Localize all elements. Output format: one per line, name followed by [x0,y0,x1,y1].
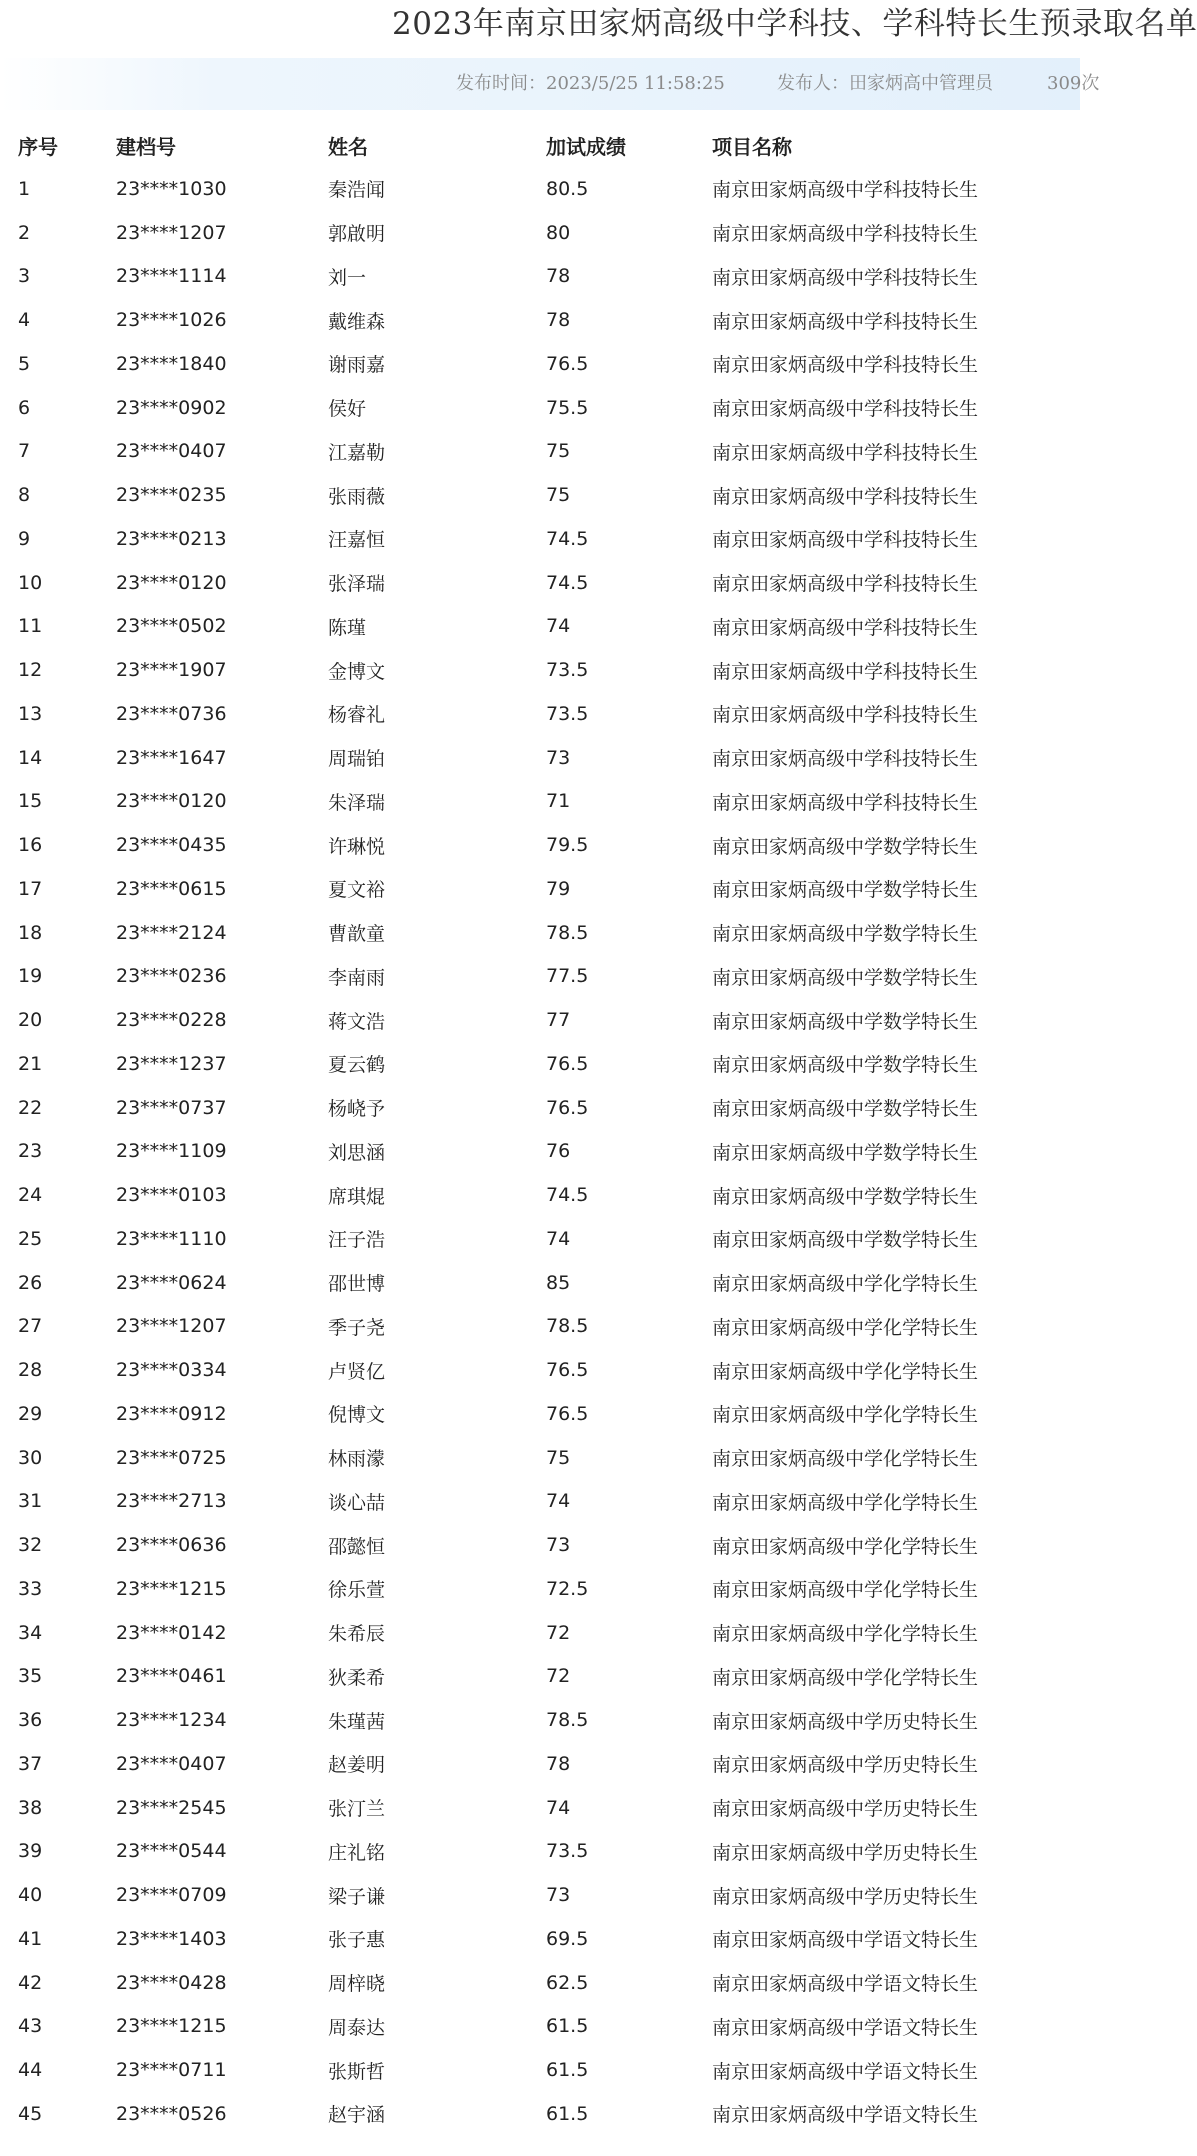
cell-score: 76.5 [546,352,589,375]
table-row [0,561,1080,605]
cell-score: 72 [546,1621,571,1644]
cell-score: 79 [546,877,571,900]
cell-name: 朱泽瑞 [328,791,386,814]
cell-file-id: 23****1026 [116,309,227,332]
cell-file-id: 23****0711 [116,2059,227,2082]
cell-name: 郭啟明 [328,223,386,246]
cell-serial-number: 9 [18,527,31,550]
cell-score: 76.5 [546,1096,589,1119]
cell-score: 71 [546,790,571,813]
cell-file-id: 23****0435 [116,834,227,857]
table-row [0,473,1080,517]
cell-name: 张汀兰 [328,1798,386,1821]
table-row [0,1173,1080,1217]
header-score: 加试成绩 [546,134,626,159]
header-name: 姓名 [328,134,368,159]
cell-project: 南京田家炳高级中学化学特长生 [712,1404,979,1427]
table-row [0,692,1080,736]
cell-name: 卢贤亿 [328,1360,386,1383]
cell-file-id: 23****0142 [116,1621,227,1644]
cell-serial-number: 39 [18,1840,43,1863]
header-serial-number: 序号 [18,134,58,159]
cell-name: 张泽瑞 [328,573,386,596]
cell-project: 南京田家炳高级中学科技特长生 [712,704,979,727]
table-row [0,1873,1080,1917]
publish-time: 发布时间：2023/5/25 11:58:25 [456,73,725,94]
cell-file-id: 23****1110 [116,1227,227,1250]
cell-project: 南京田家炳高级中学化学特长生 [712,1448,979,1471]
cell-project: 南京田家炳高级中学语文特长生 [712,1929,979,1952]
table-row [0,1348,1080,1392]
cell-serial-number: 32 [18,1534,43,1557]
table-row [0,605,1080,649]
table-row [0,1655,1080,1699]
cell-score: 72 [546,1665,571,1688]
cell-serial-number: 43 [18,2015,43,2038]
cell-file-id: 23****0235 [116,484,227,507]
cell-score: 73 [546,746,571,769]
table-row [0,517,1080,561]
cell-serial-number: 10 [18,571,43,594]
table-row [0,823,1080,867]
cell-name: 张雨薇 [328,485,386,508]
cell-name: 李南雨 [328,966,386,989]
cell-file-id: 23****0736 [116,702,227,725]
cell-name: 徐乐萱 [328,1579,386,1602]
cell-serial-number: 40 [18,1884,43,1907]
cell-file-id: 23****0334 [116,1359,227,1382]
table-row [0,955,1080,999]
cell-serial-number: 27 [18,1315,43,1338]
cell-score: 78 [546,265,571,288]
cell-file-id: 23****0737 [116,1096,227,1119]
cell-score: 74 [546,615,571,638]
cell-score: 73.5 [546,702,589,725]
cell-serial-number: 8 [18,484,31,507]
cell-serial-number: 17 [18,877,43,900]
cell-file-id: 23****1207 [116,221,227,244]
cell-serial-number: 45 [18,2102,43,2125]
table-row [0,1042,1080,1086]
cell-name: 周梓晓 [328,1973,386,1996]
table-row [0,736,1080,780]
cell-project: 南京田家炳高级中学数学特长生 [712,966,979,989]
cell-project: 南京田家炳高级中学科技特长生 [712,573,979,596]
cell-name: 杨峣予 [328,1098,386,1121]
cell-name: 邵世博 [328,1273,386,1296]
cell-file-id: 23****0902 [116,396,227,419]
cell-file-id: 23****0120 [116,790,227,813]
table-row [0,1786,1080,1830]
cell-score: 61.5 [546,2015,589,2038]
cell-score: 75 [546,440,571,463]
cell-file-id: 23****0428 [116,1971,227,1994]
table-row [0,1611,1080,1655]
cell-project: 南京田家炳高级中学数学特长生 [712,1141,979,1164]
cell-serial-number: 44 [18,2059,43,2082]
cell-score: 76 [546,1140,571,1163]
cell-name: 季子尧 [328,1316,386,1339]
table-row [0,1086,1080,1130]
cell-name: 谈心喆 [328,1491,386,1514]
cell-name: 秦浩闻 [328,179,386,202]
table-row [0,430,1080,474]
header-project: 项目名称 [712,134,792,159]
cell-score: 69.5 [546,1927,589,1950]
table-row [0,1961,1080,2005]
table-body [0,167,1080,2136]
cell-file-id: 23****0912 [116,1402,227,1425]
table-header [0,123,1080,167]
cell-project: 南京田家炳高级中学数学特长生 [712,879,979,902]
cell-score: 74 [546,1796,571,1819]
cell-serial-number: 21 [18,1052,43,1075]
page-title-text: 2023年南京田家炳高级中学科技、学科特长生预录取名单 [392,6,1197,42]
cell-name: 邵懿恒 [328,1535,386,1558]
cell-project: 南京田家炳高级中学数学特长生 [712,1098,979,1121]
cell-project: 南京田家炳高级中学科技特长生 [712,529,979,552]
cell-name: 汪嘉恒 [328,529,386,552]
cell-serial-number: 7 [18,440,31,463]
cell-file-id: 23****1237 [116,1052,227,1075]
admission-results-table [0,123,1080,2136]
table-row [0,1830,1080,1874]
cell-score: 76.5 [546,1402,589,1425]
cell-score: 73 [546,1534,571,1557]
cell-project: 南京田家炳高级中学历史特长生 [712,1710,979,1733]
cell-project: 南京田家炳高级中学化学特长生 [712,1273,979,1296]
cell-serial-number: 25 [18,1227,43,1250]
cell-name: 周泰达 [328,2016,386,2039]
table-row [0,211,1080,255]
table-row [0,867,1080,911]
cell-serial-number: 3 [18,265,31,288]
table-row [0,255,1080,299]
cell-project: 南京田家炳高级中学语文特长生 [712,2060,979,2083]
cell-file-id: 23****0120 [116,571,227,594]
table-row [0,1523,1080,1567]
cell-project: 南京田家炳高级中学历史特长生 [712,1754,979,1777]
cell-project: 南京田家炳高级中学科技特长生 [712,616,979,639]
cell-score: 74 [546,1490,571,1513]
cell-file-id: 23****0544 [116,1840,227,1863]
cell-score: 73.5 [546,659,589,682]
cell-project: 南京田家炳高级中学数学特长生 [712,1010,979,1033]
cell-file-id: 23****0461 [116,1665,227,1688]
cell-score: 76.5 [546,1052,589,1075]
cell-file-id: 23****1215 [116,2015,227,2038]
cell-score: 80 [546,221,571,244]
cell-score: 74.5 [546,571,589,594]
cell-name: 杨睿礼 [328,704,386,727]
cell-file-id: 23****0407 [116,1752,227,1775]
cell-project: 南京田家炳高级中学数学特长生 [712,835,979,858]
cell-score: 78.5 [546,1709,589,1732]
cell-serial-number: 14 [18,746,43,769]
table-row [0,342,1080,386]
cell-name: 庄礼铭 [328,1841,386,1864]
cell-serial-number: 18 [18,921,43,944]
cell-score: 73 [546,1884,571,1907]
cell-file-id: 23****0213 [116,527,227,550]
cell-name: 陈瑾 [328,616,367,639]
cell-score: 75 [546,1446,571,1469]
cell-score: 78 [546,309,571,332]
table-row [0,1217,1080,1261]
cell-name: 夏文裕 [328,879,386,902]
table-row [0,1742,1080,1786]
table-row [0,2048,1080,2092]
cell-name: 蒋文浩 [328,1010,386,1033]
cell-file-id: 23****0236 [116,965,227,988]
cell-file-id: 23****1215 [116,1577,227,1600]
cell-score: 75 [546,484,571,507]
cell-serial-number: 24 [18,1184,43,1207]
cell-score: 78.5 [546,921,589,944]
cell-score: 74.5 [546,527,589,550]
cell-score: 72.5 [546,1577,589,1600]
header-file-id: 建档号 [116,134,176,159]
cell-score: 74 [546,1227,571,1250]
cell-file-id: 23****1647 [116,746,227,769]
cell-project: 南京田家炳高级中学语文特长生 [712,2016,979,2039]
cell-serial-number: 36 [18,1709,43,1732]
cell-project: 南京田家炳高级中学历史特长生 [712,1841,979,1864]
cell-serial-number: 30 [18,1446,43,1469]
cell-serial-number: 1 [18,177,31,200]
cell-project: 南京田家炳高级中学化学特长生 [712,1535,979,1558]
cell-project: 南京田家炳高级中学数学特长生 [712,1185,979,1208]
cell-name: 林雨濛 [328,1448,386,1471]
cell-file-id: 23****0228 [116,1009,227,1032]
cell-score: 78 [546,1752,571,1775]
table-row [0,298,1080,342]
cell-score: 74.5 [546,1184,589,1207]
cell-project: 南京田家炳高级中学科技特长生 [712,310,979,333]
header-row [0,123,1080,167]
cell-file-id: 23****2713 [116,1490,227,1513]
cell-name: 刘思涵 [328,1141,386,1164]
cell-name: 张斯哲 [328,2060,386,2083]
cell-serial-number: 35 [18,1665,43,1688]
cell-file-id: 23****0407 [116,440,227,463]
cell-project: 南京田家炳高级中学科技特长生 [712,398,979,421]
table-row [0,998,1080,1042]
table-row [0,167,1080,211]
cell-file-id: 23****2545 [116,1796,227,1819]
table-row [0,1305,1080,1349]
cell-file-id: 23****1403 [116,1927,227,1950]
cell-serial-number: 20 [18,1009,43,1032]
cell-project: 南京田家炳高级中学科技特长生 [712,660,979,683]
cell-serial-number: 15 [18,790,43,813]
cell-project: 南京田家炳高级中学科技特长生 [712,441,979,464]
cell-serial-number: 11 [18,615,43,638]
cell-score: 75.5 [546,396,589,419]
cell-name: 赵宇涵 [328,2104,386,2127]
cell-name: 曹歆童 [328,923,386,946]
cell-serial-number: 29 [18,1402,43,1425]
table-row [0,911,1080,955]
cell-score: 61.5 [546,2102,589,2125]
cell-serial-number: 41 [18,1927,43,1950]
cell-name: 江嘉勒 [328,441,386,464]
cell-serial-number: 33 [18,1577,43,1600]
cell-serial-number: 5 [18,352,31,375]
cell-serial-number: 2 [18,221,31,244]
cell-project: 南京田家炳高级中学科技特长生 [712,179,979,202]
table-row [0,1436,1080,1480]
cell-score: 77.5 [546,965,589,988]
cell-project: 南京田家炳高级中学科技特长生 [712,748,979,771]
cell-serial-number: 19 [18,965,43,988]
cell-name: 梁子谦 [328,1885,386,1908]
cell-name: 朱希辰 [328,1623,386,1646]
cell-project: 南京田家炳高级中学科技特长生 [712,354,979,377]
cell-project: 南京田家炳高级中学历史特长生 [712,1798,979,1821]
cell-score: 61.5 [546,2059,589,2082]
page-title [0,0,1197,52]
cell-project: 南京田家炳高级中学语文特长生 [712,1973,979,1996]
view-count: 309次 [1047,73,1100,94]
cell-file-id: 23****0615 [116,877,227,900]
cell-name: 许琳悦 [328,835,386,858]
cell-project: 南京田家炳高级中学科技特长生 [712,485,979,508]
cell-file-id: 23****2124 [116,921,227,944]
cell-serial-number: 28 [18,1359,43,1382]
cell-file-id: 23****0502 [116,615,227,638]
cell-serial-number: 22 [18,1096,43,1119]
cell-score: 80.5 [546,177,589,200]
cell-name: 金博文 [328,660,386,683]
cell-serial-number: 26 [18,1271,43,1294]
publisher: 发布人：田家炳高中管理员 [777,73,993,94]
table-row [0,1917,1080,1961]
cell-serial-number: 4 [18,309,31,332]
cell-name: 刘一 [328,266,367,289]
cell-project: 南京田家炳高级中学化学特长生 [712,1579,979,1602]
cell-file-id: 23****0624 [116,1271,227,1294]
cell-project: 南京田家炳高级中学数学特长生 [712,923,979,946]
cell-name: 张子惠 [328,1929,386,1952]
cell-name: 赵姜明 [328,1754,386,1777]
cell-file-id: 23****1234 [116,1709,227,1732]
cell-file-id: 23****0709 [116,1884,227,1907]
table-row [0,1567,1080,1611]
cell-score: 73.5 [546,1840,589,1863]
cell-project: 南京田家炳高级中学化学特长生 [712,1360,979,1383]
cell-serial-number: 34 [18,1621,43,1644]
cell-serial-number: 16 [18,834,43,857]
cell-score: 77 [546,1009,571,1032]
cell-serial-number: 42 [18,1971,43,1994]
cell-name: 狄柔希 [328,1666,386,1689]
table-row [0,386,1080,430]
cell-project: 南京田家炳高级中学化学特长生 [712,1666,979,1689]
cell-file-id: 23****1114 [116,265,227,288]
article-meta-bar [0,58,1100,110]
table-row [0,1261,1080,1305]
table-row [0,1392,1080,1436]
cell-project: 南京田家炳高级中学化学特长生 [712,1623,979,1646]
cell-name: 谢雨嘉 [328,354,386,377]
table-row [0,1130,1080,1174]
table-row [0,2005,1080,2049]
cell-project: 南京田家炳高级中学语文特长生 [712,2104,979,2127]
cell-file-id: 23****0526 [116,2102,227,2125]
cell-serial-number: 31 [18,1490,43,1513]
table-row [0,648,1080,692]
cell-score: 62.5 [546,1971,589,1994]
cell-serial-number: 38 [18,1796,43,1819]
cell-project: 南京田家炳高级中学科技特长生 [712,791,979,814]
cell-serial-number: 13 [18,702,43,725]
table-row [0,2092,1080,2136]
cell-project: 南京田家炳高级中学化学特长生 [712,1316,979,1339]
cell-file-id: 23****1109 [116,1140,227,1163]
cell-name: 倪博文 [328,1404,386,1427]
cell-project: 南京田家炳高级中学数学特长生 [712,1054,979,1077]
cell-name: 周瑞铂 [328,748,386,771]
cell-serial-number: 23 [18,1140,43,1163]
cell-project: 南京田家炳高级中学化学特长生 [712,1491,979,1514]
cell-project: 南京田家炳高级中学科技特长生 [712,266,979,289]
cell-name: 侯好 [328,398,367,421]
table-row [0,1480,1080,1524]
cell-score: 85 [546,1271,571,1294]
cell-project: 南京田家炳高级中学科技特长生 [712,223,979,246]
table-row [0,780,1080,824]
cell-project: 南京田家炳高级中学历史特长生 [712,1885,979,1908]
cell-score: 76.5 [546,1359,589,1382]
cell-project: 南京田家炳高级中学数学特长生 [712,1229,979,1252]
cell-file-id: 23****0103 [116,1184,227,1207]
cell-name: 朱瑾茜 [328,1710,386,1733]
cell-file-id: 23****0636 [116,1534,227,1557]
cell-name: 戴维森 [328,310,386,333]
cell-serial-number: 37 [18,1752,43,1775]
cell-score: 79.5 [546,834,589,857]
cell-name: 汪子浩 [328,1229,386,1252]
cell-file-id: 23****0725 [116,1446,227,1469]
cell-name: 席琪焜 [328,1185,386,1208]
cell-serial-number: 6 [18,396,31,419]
cell-file-id: 23****1207 [116,1315,227,1338]
cell-file-id: 23****1030 [116,177,227,200]
cell-name: 夏云鹤 [328,1054,386,1077]
table-row [0,1698,1080,1742]
cell-file-id: 23****1840 [116,352,227,375]
cell-file-id: 23****1907 [116,659,227,682]
cell-score: 78.5 [546,1315,589,1338]
cell-serial-number: 12 [18,659,43,682]
